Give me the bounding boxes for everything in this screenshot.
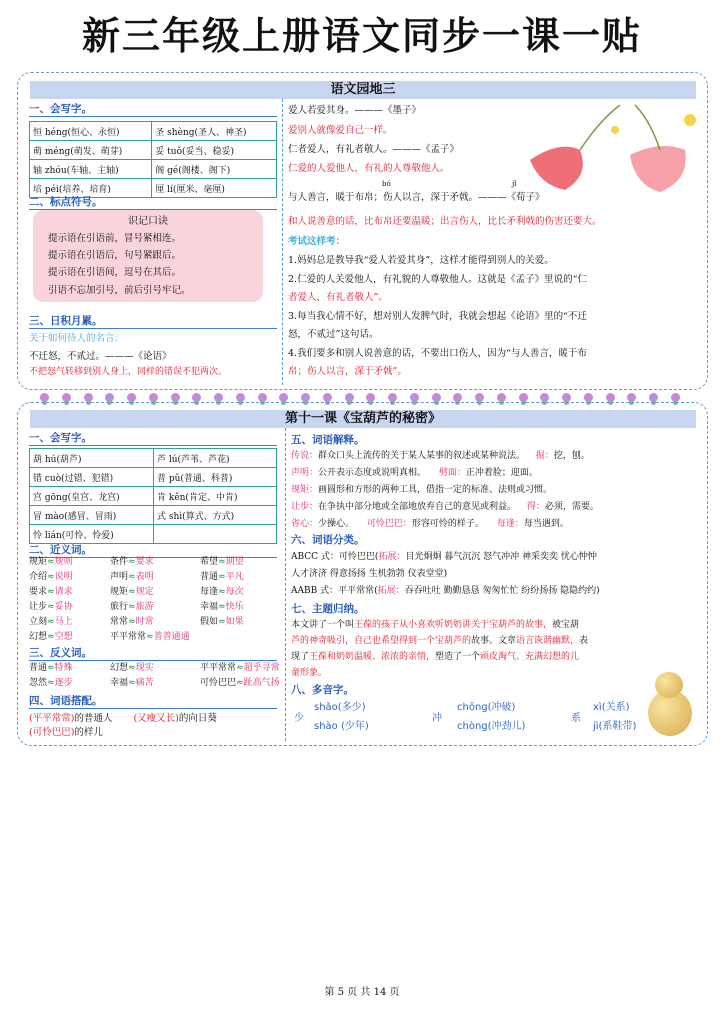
- word-pair: [200, 570, 244, 585]
- word: 时常: [135, 617, 154, 627]
- definition: 少操心。: [318, 519, 355, 529]
- approx-sign: ≈: [47, 557, 55, 567]
- approx-sign: ≈: [236, 678, 244, 688]
- exam-q3-line1: 3.每当我心情不好，想对别人发脾气时，我就会想起《论语》里的“不迁: [288, 311, 587, 322]
- word-pair: [29, 555, 73, 570]
- table-row: [30, 122, 277, 141]
- theme-text: 表: [579, 636, 589, 646]
- poly-reading: shào (少年): [314, 721, 369, 732]
- table-row: [30, 141, 277, 160]
- cls-line-1: [291, 550, 597, 565]
- poly-reading: chòng(冲劲儿): [457, 721, 526, 732]
- table-row: [30, 160, 277, 179]
- exam-q1: [288, 253, 554, 268]
- word: 旅游: [135, 602, 154, 612]
- char-cell: 葫 hú(葫芦): [30, 449, 154, 468]
- word: 常常: [110, 617, 129, 627]
- match-word: (可怜巴巴): [29, 727, 75, 738]
- term: 劈面：: [438, 468, 466, 478]
- expl-row-1: [291, 449, 590, 464]
- word: 让步: [29, 602, 48, 612]
- approx-sign: ≈: [218, 602, 226, 612]
- s2-match-heading: 四、词语搭配。: [29, 694, 277, 709]
- word: 规定: [135, 587, 154, 597]
- approx-sign: ≈: [218, 587, 226, 597]
- word-pair: [110, 570, 154, 585]
- term: 传说：: [291, 451, 319, 461]
- approx-sign: ≈: [128, 557, 136, 567]
- theme-highlight: 芦的神奇吸引，自己也希望得到一个宝葫芦的: [291, 636, 472, 646]
- char-cell: 式 shì(算式、方式): [154, 506, 277, 525]
- cls-ext-label: 拓展：: [378, 552, 406, 562]
- char-cell: 冒 mào(感冒、冒雨): [30, 506, 154, 525]
- term: 可怜巴巴：: [366, 519, 412, 529]
- page-title: 新三年级上册语文同步一课一贴: [81, 13, 642, 58]
- match-line-1: [29, 711, 217, 726]
- word: 请求: [54, 587, 73, 597]
- char-cell: 错 cuò(过错、犯错): [30, 468, 154, 487]
- approx-sign: ≈: [218, 557, 226, 567]
- approx-sign: ≈: [47, 572, 55, 582]
- word-pair: [200, 615, 244, 630]
- word: 幻想: [110, 663, 129, 673]
- word: 每次: [225, 587, 244, 597]
- poly-reading: chōng(冲破): [457, 702, 516, 713]
- word-pair: [110, 600, 154, 615]
- char-cell: 圣 shèng(圣人、神圣): [152, 122, 277, 141]
- match-word: (又瘦又长): [133, 713, 179, 724]
- word-pair: [110, 630, 190, 645]
- word: 要求: [29, 587, 48, 597]
- word-pair: [110, 555, 154, 570]
- word-pair: [200, 585, 244, 600]
- word: 每逢: [200, 587, 219, 597]
- expl-row-5: [291, 517, 569, 532]
- quote-mozi: 爱人若爱其身。———《墨子》: [288, 105, 422, 116]
- s2-expl-heading: 五、词语解释。: [291, 434, 365, 446]
- word: 立刻: [29, 617, 48, 627]
- cls-words: 吞吞吐吐 勤勤恳恳 匆匆忙忙 纷纷扬扬 隐隐约约): [404, 586, 600, 596]
- term: 省心：: [291, 519, 319, 529]
- s2-ant-heading: 三、反义词。: [29, 646, 277, 661]
- exam-q2-line1: 2.仁爱的人关爱他人，有礼貌的人尊敬他人。这就是《孟子》里说的“仁: [288, 274, 587, 285]
- definition: 公开表示态度或说明真相。: [318, 468, 427, 478]
- theme-text: 故事。文章: [471, 636, 517, 646]
- theme-line-1: [291, 618, 579, 633]
- term: 每逢：: [496, 519, 524, 529]
- word: 平平常常: [110, 632, 147, 642]
- word: 声明: [110, 572, 129, 582]
- section-1-divider: [282, 99, 283, 385]
- char-cell: 肯 kěn(肯定、中肯): [154, 487, 277, 506]
- word: 幻想: [29, 632, 48, 642]
- word: 要求: [135, 557, 154, 567]
- approx-sign: ≈: [128, 617, 136, 627]
- term: 规矩：: [291, 485, 319, 495]
- mnemonic-line: 引语不忘加引号，前后引号牢记。: [48, 285, 191, 296]
- definition: 在争执中部分地或全部地放弃自己的意见或利益。: [318, 502, 517, 512]
- exam-q4-line1: 4.我们要多和别人说善意的话，不要出口伤人，因为“与人善言，暖于布: [288, 348, 587, 359]
- definition: 形容可怜的样子。: [411, 519, 484, 529]
- poly-reading: jì(系鞋带): [593, 721, 637, 732]
- approx-sign: ≈: [218, 572, 226, 582]
- match-noun: 的样儿: [74, 727, 103, 738]
- expl-row-4: [291, 500, 599, 515]
- theme-highlight: 王葆和奶奶温暖、浓浓的亲情，: [309, 652, 436, 662]
- quote-mengzi-meaning: 仁爱的人爱他人，有礼的人尊敬他人。: [288, 163, 450, 174]
- exam-q4-line2: 帛；伤人以言，深于矛戟”。: [288, 366, 407, 377]
- term: 声明：: [291, 468, 319, 478]
- word: 现实: [135, 663, 154, 673]
- approx-sign: ≈: [47, 663, 55, 673]
- mnemonic-line: 提示语在引语间，逗号在其后。: [48, 267, 182, 278]
- quote-mozi-meaning: 爱别人就像爱自己一样。: [288, 125, 393, 136]
- word: 忽然: [29, 678, 48, 688]
- daily-quote: 不迁怒，不贰过。———《论语》: [29, 351, 172, 362]
- mnemonic-line: 提示语在引语后，句号紧跟后。: [48, 250, 182, 261]
- term: 让步：: [291, 502, 319, 512]
- flower-illustration: [520, 100, 700, 200]
- definition: 正冲着脸；迎面。: [465, 468, 538, 478]
- word: 妥协: [54, 602, 73, 612]
- pinyin-bo: bó: [382, 180, 391, 188]
- quote-mengzi: 仁者爱人，有礼者敬人。———《孟子》: [288, 144, 460, 155]
- exam-q2-line2: 者爱人，有礼者敬人”。: [288, 292, 388, 303]
- gourd-illustration: [655, 672, 683, 698]
- char-cell: 培 péi(培养、培育): [30, 179, 152, 198]
- approx-sign: ≈: [128, 602, 136, 612]
- word: 期望: [225, 557, 244, 567]
- word: 空想: [54, 632, 73, 642]
- theme-highlight: 顽皮淘气、充满幻想的儿: [480, 652, 580, 662]
- word-pair: [110, 585, 154, 600]
- word-pair: [110, 661, 154, 676]
- s2-write-heading: 一、会写字。: [29, 431, 277, 446]
- word: 趾高气扬: [243, 678, 280, 688]
- word-pair: [29, 676, 73, 691]
- theme-text: 现了: [291, 652, 310, 662]
- word: 规矩: [110, 587, 129, 597]
- word-pair: [110, 676, 154, 691]
- cls-line-2: 人才济济 得意扬扬 生机勃勃 仪表堂堂): [291, 569, 448, 579]
- word: 说明: [54, 572, 73, 582]
- word-pair: [29, 600, 73, 615]
- s2-theme-heading: 七、主题归纳。: [291, 603, 365, 615]
- word: 如果: [225, 617, 244, 627]
- page-footer: 第 5 页 共 14 页: [324, 987, 400, 998]
- approx-sign: ≈: [47, 678, 55, 688]
- section-2-divider: [285, 428, 286, 741]
- approx-sign: ≈: [236, 663, 244, 673]
- exam-heading: 考试这样考：: [288, 236, 346, 247]
- expl-row-3: [291, 483, 552, 498]
- theme-text: 本文讲了一个叫: [291, 620, 355, 630]
- cls-type: ABCC 式：可怜巴巴(: [291, 552, 379, 562]
- match-noun: 的普通人: [74, 713, 113, 724]
- approx-sign: ≈: [146, 632, 154, 642]
- word: 平凡: [225, 572, 244, 582]
- cls-words: 目光炯炯 暮气沉沉 怒气冲冲 神采奕奕 忧心忡忡: [405, 552, 597, 562]
- s2-cls-heading: 六、词语分类。: [291, 534, 365, 546]
- s2-write-table: [29, 448, 277, 544]
- word: 幸福: [200, 602, 219, 612]
- approx-sign: ≈: [47, 617, 55, 627]
- word-pair: [200, 661, 280, 676]
- word-pair: [29, 615, 73, 630]
- poly-char: 少: [294, 713, 304, 724]
- word: 特殊: [54, 663, 73, 673]
- approx-sign: ≈: [128, 663, 136, 673]
- mnemonic-line: 提示语在引语前，冒号紧相连。: [48, 233, 182, 244]
- approx-sign: ≈: [128, 587, 136, 597]
- quote-xunzi-meaning: 和人说善意的话，比布帛还要温暖；出言伤人，比长矛利戟的伤害还要大。: [288, 216, 602, 227]
- theme-line-2: [291, 634, 588, 649]
- daily-subtitle: 关于如何待人的名言：: [29, 333, 125, 344]
- char-cell: 妥 tuǒ(妥当、稳妥): [152, 141, 277, 160]
- pinyin-ji: jǐ: [512, 180, 517, 188]
- word: 表明: [135, 572, 154, 582]
- theme-text: 塑造了一个: [435, 652, 481, 662]
- poly-char: 冲: [432, 713, 442, 724]
- approx-sign: ≈: [47, 632, 55, 642]
- theme-highlight: 语言诙谐幽默，: [516, 636, 580, 646]
- definition: 画圆形和方形的两种工具，借指一定的标准、法则或习惯。: [318, 485, 553, 495]
- char-cell: 宫 gōng(皇宫、龙宫): [30, 487, 154, 506]
- match-noun: 的向日葵: [178, 713, 217, 724]
- match-line-2: [29, 725, 103, 740]
- char-cell: 萌 méng(萌发、萌芽): [30, 141, 152, 160]
- poly-reading: shǎo(多少): [314, 702, 366, 713]
- char-cell: 厘 lí(厘米、毫厘): [152, 179, 277, 198]
- word: 超乎寻常: [243, 663, 280, 673]
- definition: 群众口头上流传的关于某人某事的叙述或某种说法。: [318, 451, 526, 461]
- daily-explanation: 不把怒气转移到别人身上，同样的错误不犯两次。: [29, 367, 228, 377]
- word: 幸福: [110, 678, 129, 688]
- char-cell: 恒 héng(恒心、永恒): [30, 122, 152, 141]
- word-pair: [29, 585, 73, 600]
- word: 普普通通: [153, 632, 190, 642]
- match-word: (平平常常): [29, 713, 75, 724]
- word: 希望: [200, 557, 219, 567]
- expl-row-2: [291, 466, 538, 481]
- term: 掘：: [535, 451, 554, 461]
- word-pair: [110, 615, 154, 630]
- theme-line-4: 童形象。: [291, 668, 328, 678]
- s1-daily-heading: 三、日积月累。: [29, 314, 277, 329]
- s2-syn-heading: 二、近义词。: [29, 543, 277, 558]
- word: 条件: [110, 557, 129, 567]
- char-cell: 芦 lú(芦苇、芦花): [154, 449, 277, 468]
- word-pair: [29, 570, 73, 585]
- word: 逐步: [54, 678, 73, 688]
- approx-sign: ≈: [218, 617, 226, 627]
- cls-ext-label: 拓展：: [377, 586, 405, 596]
- char-cell: [154, 525, 277, 544]
- table-row: [30, 525, 277, 544]
- cls-line-3: [291, 584, 600, 599]
- word: 可怜巴巴: [200, 678, 237, 688]
- theme-text: 被宝葫: [552, 620, 580, 630]
- mnemonic-title: 识记口诀: [128, 216, 168, 227]
- table-row: [30, 468, 277, 487]
- approx-sign: ≈: [47, 587, 55, 597]
- word: 平平常常: [200, 663, 237, 673]
- char-cell: 普 pǔ(普通、科普): [154, 468, 277, 487]
- word-pair: [29, 630, 73, 645]
- word-pair: [200, 676, 280, 691]
- poly-char: 系: [571, 713, 581, 724]
- definition: 每当遇到。: [523, 519, 569, 529]
- section-2-banner: 第十一课《宝葫芦的秘密》: [30, 410, 696, 428]
- table-row: [30, 487, 277, 506]
- word-pair: [200, 600, 244, 615]
- table-row: [30, 506, 277, 525]
- word: 快乐: [225, 602, 244, 612]
- theme-line-3: [291, 650, 579, 665]
- approx-sign: ≈: [128, 678, 136, 688]
- exam-q3-line2: 怒，不贰过”这句话。: [288, 329, 379, 340]
- cls-type: AABB 式：平平常常(: [291, 586, 378, 596]
- char-cell: 阁 gé(阁楼、阁下): [152, 160, 277, 179]
- s2-poly-heading: 八、多音字。: [291, 684, 354, 696]
- poly-reading: xì(关系): [593, 702, 630, 713]
- term: 得：: [526, 502, 545, 512]
- word-pair: [29, 661, 73, 676]
- s1-punct-heading: 二、标点符号。: [29, 195, 277, 210]
- word: 介绍: [29, 572, 48, 582]
- q1-text: 1.妈妈总是教导我“爱人若爱其身”，这样才能得到别人的关爱。: [288, 255, 554, 266]
- word: 普通: [200, 572, 219, 582]
- quote-xunzi: 与人善言，暖于布帛；伤人以言，深于矛戟。———《荀子》: [288, 192, 545, 203]
- word: 规则: [54, 557, 73, 567]
- approx-sign: ≈: [128, 572, 136, 582]
- char-cell: 轴 zhóu(车轴、主轴): [30, 160, 152, 179]
- word: 痛苦: [135, 678, 154, 688]
- s1-write-table: [29, 121, 277, 198]
- char-cell: 怜 lián(可怜、怜爱): [30, 525, 154, 544]
- definition: 挖，刨。: [553, 451, 590, 461]
- word: 普通: [29, 663, 48, 673]
- table-row: [30, 449, 277, 468]
- approx-sign: ≈: [47, 602, 55, 612]
- s1-write-heading: 一、会写字。: [29, 102, 277, 117]
- word: 旅行: [110, 602, 129, 612]
- word: 马上: [54, 617, 73, 627]
- theme-highlight: 王葆的孩子从小喜欢听奶奶讲关于宝葫芦的故事，: [354, 620, 553, 630]
- section-1-banner: 语文园地三: [30, 81, 696, 99]
- word: 规矩: [29, 557, 48, 567]
- definition: 必须，需要。: [544, 502, 599, 512]
- word-pair: [200, 555, 244, 570]
- word: 假如: [200, 617, 219, 627]
